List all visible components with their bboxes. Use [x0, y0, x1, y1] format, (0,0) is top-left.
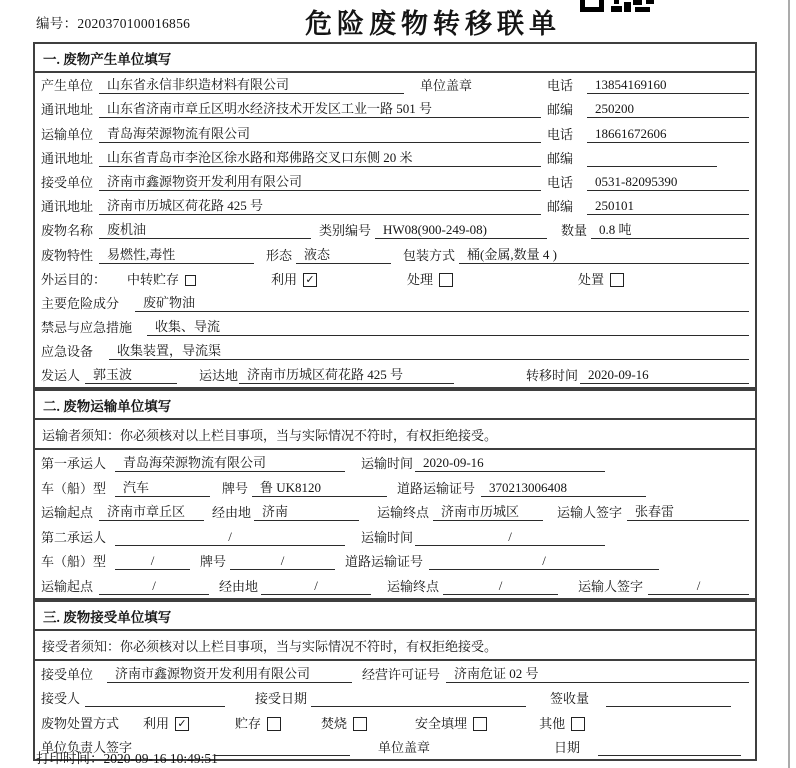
field-label: 类别编号	[319, 223, 372, 239]
row-route-2	[35, 573, 755, 598]
qr-code-icon	[578, 0, 654, 16]
option-incinerate	[321, 713, 367, 732]
field-value: HW08(900-249-08)	[375, 222, 547, 239]
print-time-value: 2020-09-16 10:49:51	[103, 751, 218, 766]
row-transport-address	[35, 146, 755, 170]
option-store	[235, 713, 281, 732]
field-label: 签收量	[550, 691, 590, 707]
field-label: 运输单位	[41, 126, 94, 142]
field-label: 废物特性	[41, 247, 94, 263]
field-label: 邮编	[547, 102, 574, 118]
disposal-checkbox-incinerate	[353, 717, 367, 731]
field-label: 牌号	[222, 480, 249, 496]
field-label: 包装方式	[403, 247, 456, 263]
field-label: 电话	[547, 126, 574, 142]
row-transport-unit	[35, 121, 755, 145]
field-label: 车（船）型	[41, 554, 107, 570]
field-value	[311, 690, 526, 707]
field-value: 青岛海荣源物流有限公司	[115, 452, 345, 472]
field-value: 济南	[254, 501, 359, 521]
option-utilize	[143, 713, 189, 732]
field-value: /	[99, 578, 209, 595]
row-producer-address	[35, 97, 755, 121]
field-label: 废物名称	[41, 223, 94, 239]
field-value: 郭玉波	[85, 364, 177, 384]
field-label: 第一承运人	[41, 456, 107, 472]
field-label: 邮编	[547, 199, 574, 215]
field-label: 电话	[547, 78, 574, 94]
option-label: 处置	[578, 271, 605, 287]
field-label: 道路运输证号	[397, 480, 476, 496]
row-producer-unit	[35, 73, 755, 97]
disposal-checkbox-utilize: ✓	[175, 717, 189, 731]
row-first-carrier	[35, 450, 755, 475]
row-emergency-equipment	[35, 339, 755, 363]
field-value: 汽车	[115, 477, 210, 497]
row-accept-unit	[35, 661, 755, 686]
field-value	[606, 690, 731, 707]
field-label: 通讯地址	[41, 102, 94, 118]
print-time	[36, 747, 218, 767]
field-value: /	[115, 553, 190, 570]
field-value: 山东省青岛市李沧区徐水路和郑佛路交叉口东侧 20 米	[99, 147, 541, 167]
field-value: 山东省济南市章丘区明水经济技术开发区工业一路 501 号	[99, 98, 541, 118]
field-label: 通讯地址	[41, 199, 94, 215]
field-value: 济南危证 02 号	[446, 663, 749, 683]
option-label: 利用	[271, 271, 298, 287]
field-label: 运输人签字	[578, 579, 644, 594]
manifest-form	[33, 42, 757, 761]
field-value	[85, 690, 225, 707]
disposal-checkbox-other	[571, 717, 585, 731]
field-label: 运输时间	[361, 529, 414, 545]
field-value: 13854169160	[587, 77, 749, 94]
field-label: 运输起点	[41, 505, 94, 521]
field-label: 单位负责人签字	[41, 740, 133, 756]
option-treat	[407, 269, 453, 288]
field-label: 发运人	[41, 368, 81, 384]
field-label: 牌号	[200, 554, 227, 570]
field-value: 鲁 UK8120	[252, 477, 387, 497]
field-label: 形态	[266, 247, 293, 263]
section-receiver-title: 三. 废物接受单位填写	[35, 602, 755, 631]
field-label: 运输终点	[387, 579, 440, 594]
disposal-checkbox-store	[267, 717, 281, 731]
page-edge-line	[788, 0, 790, 768]
field-value: 0.8 吨	[591, 219, 749, 239]
row-accept-person	[35, 686, 755, 711]
field-label: 外运目的：	[41, 271, 107, 287]
field-label: 产生单位	[41, 78, 94, 94]
section-receiver	[33, 600, 757, 761]
field-value: 桶(金属,数量 4 )	[459, 244, 749, 264]
doc-number-value: 2020370100016856	[77, 16, 191, 31]
option-other	[539, 713, 585, 732]
unit-seal-label: 单位盖章	[378, 740, 431, 756]
field-label: 接受单位	[41, 174, 94, 190]
option-label: 安全填埋	[415, 715, 468, 731]
field-label: 电话	[547, 174, 574, 190]
row-waste-name	[35, 218, 755, 242]
row-consignor	[35, 363, 755, 387]
option-transit-storage	[127, 269, 196, 288]
checkbox-transit-storage	[185, 275, 196, 286]
section-producer	[33, 42, 757, 389]
row-waste-property	[35, 242, 755, 266]
field-value: 收集装置，导流渠	[109, 340, 749, 360]
field-value: 收集、导流	[147, 316, 749, 336]
doc-number	[36, 12, 190, 32]
section-transporter-title: 二. 废物运输单位填写	[35, 391, 755, 420]
checkbox-utilize: ✓	[303, 273, 317, 287]
checkbox-dispose	[610, 273, 624, 287]
field-label: 转移时间	[526, 368, 579, 384]
option-label: 贮存	[235, 715, 262, 731]
row-disposal-method	[35, 710, 755, 735]
field-label: 经营许可证号	[362, 666, 441, 682]
field-value: /	[230, 553, 335, 570]
field-value: 济南市鑫源物资开发利用有限公司	[107, 663, 352, 683]
field-value: 济南市历城区荷花路 425 号	[99, 195, 541, 215]
field-value: 液态	[296, 244, 391, 264]
field-value: 废矿物油	[135, 292, 749, 312]
print-time-label: 打印时间：	[36, 751, 104, 766]
field-label: 邮编	[547, 150, 574, 166]
disposal-checkbox-landfill	[473, 717, 487, 731]
field-label: 禁忌与应急措施	[41, 320, 133, 336]
row-vehicle-2	[35, 549, 755, 574]
option-label: 利用	[143, 715, 170, 731]
option-label: 焚烧	[321, 715, 348, 731]
option-label: 处理	[407, 271, 434, 287]
unit-seal-label: 单位盖章	[420, 78, 473, 94]
field-value: /	[648, 578, 749, 595]
page-title: 危险废物转移联单	[305, 9, 561, 39]
field-value: 370213006408	[481, 480, 646, 497]
field-label: 第二承运人	[41, 529, 107, 545]
option-landfill	[415, 713, 487, 732]
section-transporter	[33, 389, 757, 600]
field-value: /	[115, 529, 345, 546]
row-receiver-address	[35, 194, 755, 218]
row-emergency-measures	[35, 315, 755, 339]
row-second-carrier	[35, 524, 755, 549]
field-label: 运输时间	[361, 456, 414, 472]
field-value: 废机油	[99, 219, 311, 239]
receiver-notice: 接受者须知：你必须核对以上栏目事项，当与实际情况不符时，有权拒绝接受。	[35, 631, 755, 661]
field-value: 250200	[587, 101, 749, 118]
field-label: 应急设备	[41, 344, 94, 360]
field-label: 运输终点	[377, 505, 430, 521]
field-label: 道路运输证号	[345, 554, 424, 570]
field-value: 济南市鑫源物资开发利用有限公司	[99, 171, 541, 191]
field-label: 日期	[554, 740, 581, 756]
field-value: /	[429, 553, 659, 570]
field-label: 主要危险成分	[41, 295, 120, 311]
field-value: 济南市历城区荷花路 425 号	[239, 364, 454, 384]
row-receiver-unit	[35, 170, 755, 194]
row-hazard-component	[35, 291, 755, 315]
field-value: 山东省永信非织造材料有限公司	[99, 74, 404, 94]
field-value: 张春雷	[627, 501, 749, 521]
field-value: 250101	[587, 198, 749, 215]
field-label: 接受单位	[41, 666, 94, 682]
field-value: 易燃性,毒性	[99, 244, 254, 264]
row-transfer-purpose	[35, 267, 755, 291]
field-label: 运达地	[199, 368, 239, 384]
option-dispose	[578, 269, 624, 288]
field-label: 通讯地址	[41, 150, 94, 166]
doc-number-label: 编号：	[36, 16, 78, 31]
field-label: 接受日期	[255, 691, 308, 707]
field-value	[587, 150, 717, 167]
field-value: 18661672606	[587, 126, 749, 143]
field-value: 2020-09-16	[415, 455, 605, 472]
field-value: /	[261, 578, 371, 595]
field-value: 0531-82095390	[587, 174, 749, 191]
field-label: 经由地	[219, 579, 259, 594]
field-value: 青岛海荣源物流有限公司	[99, 123, 541, 143]
field-label: 废物处置方式	[41, 715, 120, 731]
field-value: 济南市历城区	[433, 501, 543, 521]
checkbox-treat	[439, 273, 453, 287]
field-value: 济南市章丘区	[99, 501, 204, 521]
field-label: 运输人签字	[557, 505, 623, 521]
field-value	[598, 739, 741, 756]
transporter-notice: 运输者须知：你必须核对以上栏目事项，当与实际情况不符时，有权拒绝接受。	[35, 420, 755, 450]
row-vehicle-1	[35, 475, 755, 500]
option-utilize	[271, 269, 317, 288]
option-label: 其他	[539, 715, 566, 731]
field-value: 2020-09-16	[580, 367, 749, 384]
field-label: 运输起点	[41, 579, 94, 594]
field-label: 车（船）型	[41, 480, 107, 496]
field-label: 数量	[561, 223, 588, 239]
field-value: /	[415, 529, 605, 546]
option-label: 中转贮存	[127, 271, 180, 287]
row-route-1	[35, 500, 755, 525]
field-value	[215, 739, 350, 756]
field-value: /	[443, 578, 558, 595]
field-label: 经由地	[212, 505, 252, 521]
field-label: 接受人	[41, 691, 81, 707]
section-producer-title: 一. 废物产生单位填写	[35, 44, 755, 73]
